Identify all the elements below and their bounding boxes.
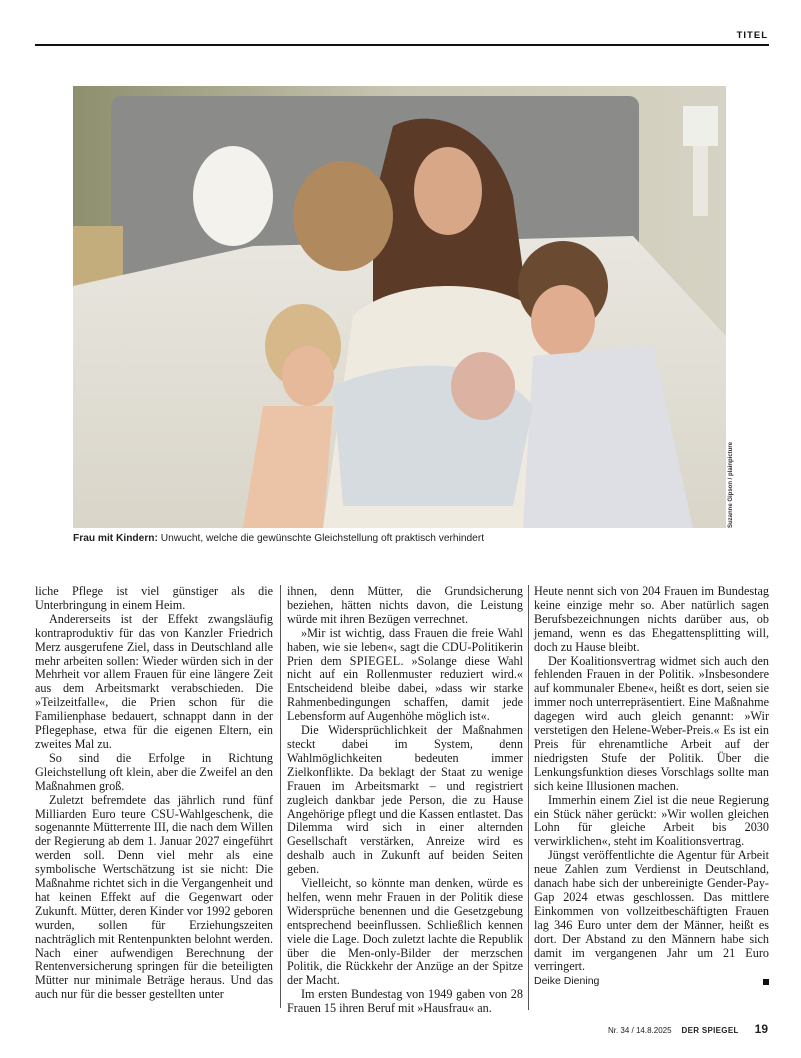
- baby-head: [451, 352, 515, 420]
- page-footer: [608, 1022, 768, 1036]
- article-column-1: [35, 585, 273, 1002]
- paragraph: Heute nennt sich von 204 Frauen im Bundestag keine einzige mehr so. Aber natürlich sagen Berufsbezeichnungen nichts darüber aus, ob jemand, wenn es das Ehegattensplitting will, doch zu Hause bleibt.: [534, 584, 769, 654]
- pillow: [193, 146, 273, 246]
- paragraph: Im ersten Bundestag von 1949 gaben von 28 Frauen 15 ihren Beruf mit »Hausfrau« an.: [287, 987, 523, 1016]
- quote-text: »Mir ist wichtig, dass Frauen die freie Wahl haben, wie sie leben«, sagt die CDU-Politikerin Prien dem: [287, 625, 523, 668]
- article-column-2: [287, 585, 523, 1016]
- spiegel-mention: SPIEGEL: [349, 653, 401, 668]
- girl-face: [282, 346, 334, 406]
- paragraph: Der Koalitionsvertrag widmet sich auch den fehlenden Frauen in der Politik. »Insbesondere auf kommunaler Ebene«, heißt es dort, seien sie immer noch unterrepräsentiert. Eine Maßnahme dagegen wird auch gleich genannt: »Wir verstetigen den Helene-Weber-Preis.« Es ist ein Preis für ehrenamtliche Arbeit auf der niedrigsten Stufe der Politik. Über die Lenkungsfunktion dieses Vorschlags sollte man sich keine Illusionen machen.: [534, 653, 769, 793]
- caption-label: Frau mit Kindern:: [73, 533, 158, 544]
- magazine-name: DER SPIEGEL: [681, 1026, 739, 1035]
- article-column-3: [534, 585, 769, 989]
- boy-face: [531, 285, 595, 357]
- byline-row: [534, 975, 769, 989]
- paragraph: Zuletzt befremdete das jährlich rund fünf Milliarden Euro teure CSU-Wahlgeschenk, die sogenannte Mütterrente III, die nach dem Willen der Regierung ab dem 1. Januar 2027 eingeführt werden soll. Denn viel mehr als eine symbolische Wertschätzung ist sie nicht: Die Maßnahme richtet sich in die Vergangenheit und hat keinen Effekt auf die Gegenwart oder Zukunft. Mütter, deren Kinder vor 1992 geboren wurden, sollen für Erziehungszeiten nachträglich mit Rentenpunkten belohnt werden. Nach einer aufwendigen Berechnung der Rentenversicherung springen für die beteiligten Mütter nur minimale Beträge heraus. Und das auch nur für die besser gestellten unter: [35, 792, 273, 1002]
- photo-credit: Suzanne Gipson / plainpicture: [728, 441, 734, 528]
- paragraph-quote: [287, 627, 523, 724]
- quote-continuation: . »Solange diese Wahl nicht auf ein Rollenmuster reduziert wird.« Entscheidend bleibe dabei, »dass wir starke Rahmenbedingungen schaffen, damit jede Lebensform auf Augenhöhe möglich ist«.: [287, 653, 523, 724]
- paragraph: Vielleicht, so könnte man denken, würde es helfen, wenn mehr Frauen in der Politik diese Widersprüche benennen und die Gesetzgebung entsprechend beeinflussen. Schließlich kennen viele die Lage. Doch zuletzt lachte die Republik über die Men-only-Bilder der merzschen Politik, die Rückkehr der Anzüge an der Spitze der Macht.: [287, 876, 523, 988]
- paragraph: ihnen, denn Mütter, die Grundsicherung beziehen, hätten nichts davon, die Leistung würde mit ihren Bezügen verrechnet.: [287, 584, 523, 626]
- paragraph: So sind die Erfolge in Richtung Gleichstellung oft klein, aber die Zweifel an den Maßnahmen groß.: [35, 750, 273, 793]
- photo-illustration: [73, 86, 726, 528]
- column-divider: [528, 585, 529, 1010]
- page-number: 19: [754, 1022, 768, 1036]
- child-hair-left: [293, 161, 393, 271]
- paragraph: liche Pflege ist viel günstiger als die Unterbringung in einem Heim.: [35, 584, 273, 612]
- article-photo: [73, 86, 726, 528]
- caption-text: Unwucht, welche die gewünschte Gleichstellung oft praktisch verhindert: [157, 533, 485, 544]
- paragraph: Jüngst veröffentlichte die Agentur für Arbeit neue Zahlen zum Verdienst in Deutschland, danach habe sich der unbereinigte Gender-Pay-Gap 2024 etwas geschlossen. Das mittlere Einkommen von vollzeitbeschäftigten Frauen lag 346 Euro unter dem der Männer, heißt es dort. Der Abstand zu den Männern habe sich damit im vergangenen Jahr um 21 Euro verringert.: [534, 848, 769, 974]
- column-divider: [280, 585, 281, 1008]
- top-rule: [35, 44, 769, 46]
- photo-caption: [73, 533, 484, 544]
- lamp-shade: [683, 106, 718, 146]
- paragraph: Andererseits ist der Effekt zwangsläufig kontraproduktiv für das von Kanzler Friedrich Merz ausgerufene Ziel, dass in Deutschland alle mehr arbeiten sollen: Wieder würden sich in der Mehrheit vor allem Frauen für eine längere Zeit aus dem Arbeitsmarkt verabschieden. Die »Teilzeitfalle«, die Prien schon für die Familienphase bedauert, schnappt dann in der Pflegephase, etwa für die eigenen Eltern, ein zweites Mal zu.: [35, 611, 273, 751]
- section-label: TITEL: [736, 30, 768, 41]
- issue-info: Nr. 34 / 14.8.2025: [607, 1026, 672, 1035]
- author-byline: Deike Diening: [534, 975, 600, 988]
- mother-face: [414, 147, 482, 235]
- end-mark-icon: [763, 979, 769, 985]
- lamp-base: [693, 146, 708, 216]
- paragraph: Immerhin einem Ziel ist die neue Regierung ein Stück näher gerückt: »Wir wollen gleichen Lohn für gleiche Arbeit bis 2030 verwirklichen«, steht im Koalitionsvertrag.: [534, 792, 769, 849]
- paragraph: Die Widersprüchlichkeit der Maßnahmen steckt dabei im System, denn Wahlmöglichkeiten bedeuten immer Zielkonflikte. Da beklagt der Staat zu wenige Frauen im Arbeitsmarkt – und registriert zugleich dankbar jede Person, die zu Hause Angehörige pflegt und die Kassen entlastet. Das Dilemma wird sich in einer alternden Gesellschaft verstärken, Anreize wird es deshalb auch in Zukunft auf beiden Seiten geben.: [287, 723, 523, 877]
